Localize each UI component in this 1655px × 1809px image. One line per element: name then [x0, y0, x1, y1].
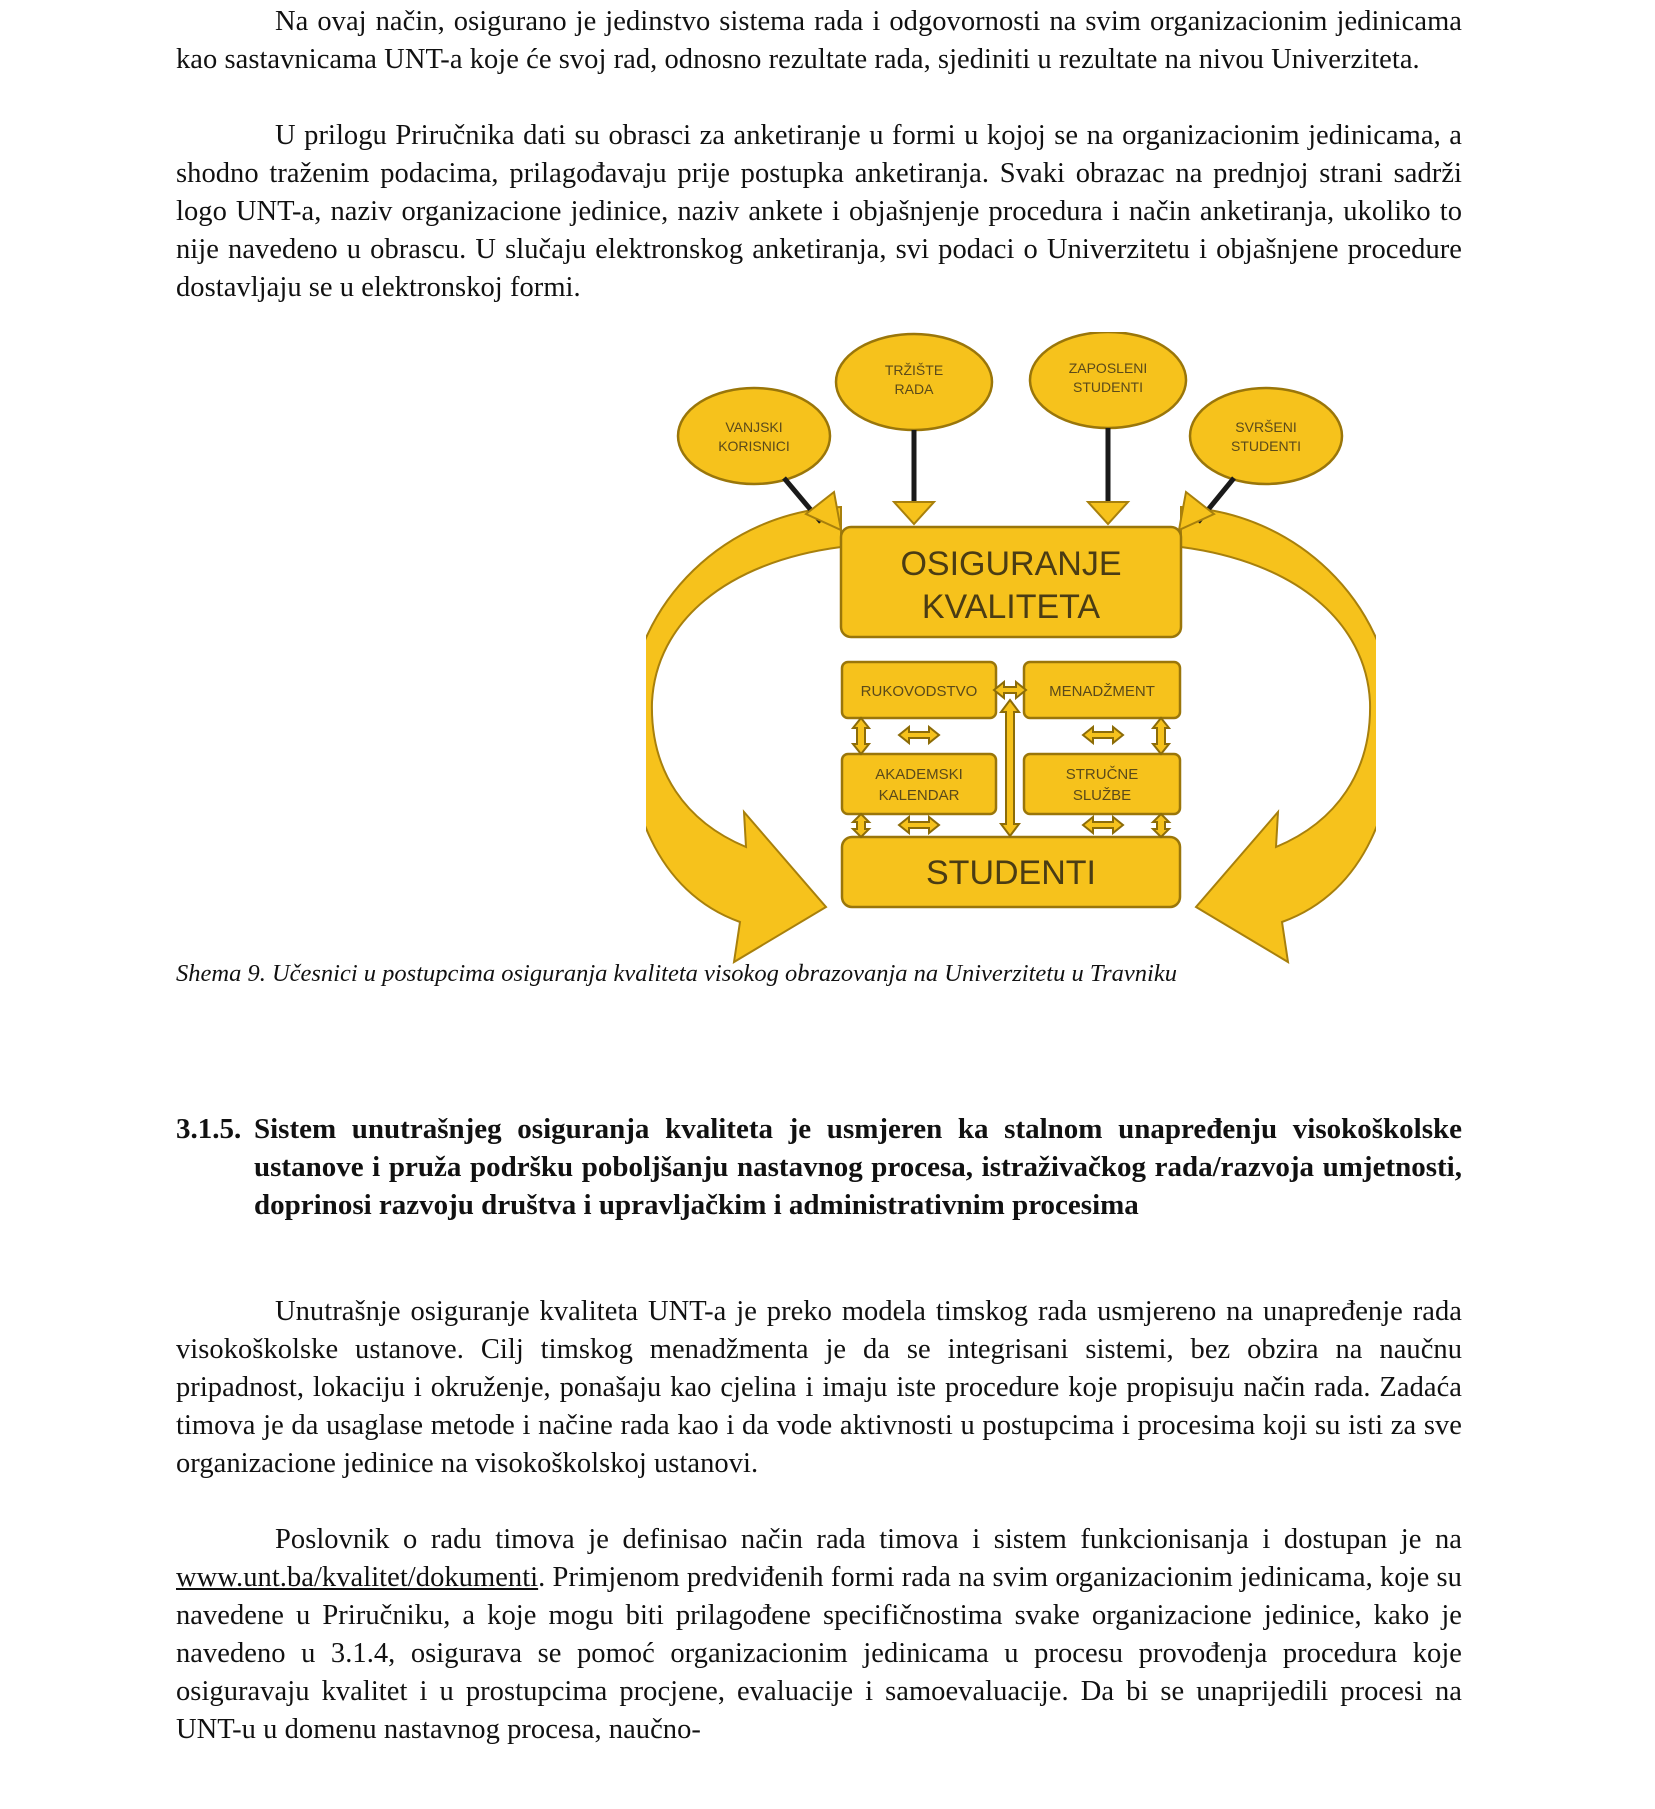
- ellipse-label: RADA: [894, 381, 934, 397]
- ellipse-trziste-rada: [836, 334, 992, 430]
- box-rukovodstvo: [842, 662, 996, 718]
- box-label: SLUŽBE: [1072, 787, 1132, 804]
- ellipse-svrseni-studenti: [1190, 388, 1342, 484]
- box-label: STRUČNE: [1065, 766, 1139, 783]
- ellipse-label: STUDENTI: [1231, 438, 1301, 454]
- ellipse-label: STUDENTI: [1073, 379, 1143, 395]
- paragraph-4: [176, 1521, 1462, 1749]
- paragraph-1: Na ovaj način, osigurano je jedinstvo sistema rada i odgovornosti na svim organizacionim jedinicama kao sastavnicama UNT-a koje će svoj rad, odnosno rezultate rada, sjediniti u rezultate na nivou Univerziteta.: [176, 6, 1462, 75]
- vertical-double-arrow-icon: [853, 814, 869, 837]
- box-title: STUDENTI: [926, 854, 1096, 892]
- ellipse-label: ZAPOSLENI: [1068, 360, 1148, 376]
- box-osiguranje-kvaliteta: [841, 527, 1181, 637]
- section-heading: [176, 1110, 1462, 1224]
- box-studenti: [842, 837, 1180, 907]
- arrowhead: [894, 502, 934, 524]
- box-label: RUKOVODSTVO: [860, 683, 978, 700]
- center-vertical-double-arrow-icon: [1001, 700, 1019, 836]
- double-arrow-icon: [899, 727, 939, 743]
- arrowhead: [1088, 502, 1128, 524]
- double-arrow-icon: [1083, 727, 1123, 743]
- box-label: MENADŽMENT: [1049, 683, 1155, 700]
- ellipse-zaposleni-studenti: [1030, 332, 1186, 428]
- paragraph-2: U prilogu Priručnika dati su obrasci za anketiranje u formi u kojoj se na organizacionim jedinicama, a shodno traženim podacima, prilagođavaju prije postupka anketiranja. Svaki obrazac na prednjoj strani sadrži logo UNT-a, naziv organizacione jedinice, naziv ankete i objašnjenje procedura i način anketiranja, ukoliko to nije navedeno u obrascu. U slučaju elektronskog anketiranja, svi podaci o Univerzitetu i objašnjene procedure dostavljaju se u elektronskoj formi.: [176, 120, 1462, 303]
- ellipse-label: KORISNICI: [718, 438, 790, 454]
- vertical-double-arrow-icon: [1153, 718, 1169, 754]
- box-title: KVALITETA: [921, 588, 1101, 626]
- vertical-double-arrow-icon: [1153, 814, 1169, 837]
- ellipse-label: VANJSKI: [725, 419, 783, 435]
- box-title: OSIGURANJE: [900, 545, 1122, 583]
- paragraph-4-text: . Primjenom predviđenih formi rada na svim organizacionim jedinicama, koje su navedene u Priručniku, a koje mogu biti prilagođene specifičnostima svake organizacione jedinice, kako je navedeno u 3.1.4, osigurava se pomoć organizacionim jedinicama u procesu provođenja procedura koje osiguravaju kvalitet i u prostupcima procjene, evaluacije i samoevaluacije. Da bi se unaprijedili procesi na UNT-u u domenu nastavnog procesa, naučno-: [176, 1562, 1462, 1745]
- left-curved-arrow: [646, 507, 841, 962]
- paragraph-4-text: Poslovnik o radu timova je definisao način rada timova i sistem funkcionisanja i dostupan je na: [275, 1524, 1462, 1555]
- ellipse-label: TRŽIŠTE: [884, 362, 944, 378]
- box-akademski-kalendar: [842, 754, 996, 814]
- box-menadzment: [1024, 662, 1180, 718]
- double-arrow-icon: [994, 682, 1026, 698]
- figure-caption: Shema 9. Učesnici u postupcima osiguranja kvaliteta visokog obrazovanja na Univerzitetu u Travniku: [176, 960, 1177, 987]
- paragraph-3: Unutrašnje osiguranje kvaliteta UNT-a je preko modela timskog rada usmjereno na unapređenje rada visokoškolske ustanove. Cilj timskog menadžmenta je da se integrisani sistemi, bez obzira na naučnu pripadnost, lokaciju i okruženje, ponašaju kao cjelina i imaju iste procedure koje propisuju način rada. Zadaća timova je da usaglase metode i načine rada kao i da vode aktivnosti u postupcima i procesima koji su isti za sve organizacione jedinice na visokoškolskoj ustanovi.: [176, 1296, 1462, 1479]
- box-label: KALENDAR: [878, 787, 960, 804]
- ellipse-vanjski-korisnici: [678, 388, 830, 484]
- vertical-double-arrow-icon: [853, 718, 869, 754]
- ellipse-label: SVRŠENI: [1235, 419, 1297, 435]
- box-label: AKADEMSKI: [875, 766, 963, 783]
- section-number: 3.1.5.: [176, 1113, 242, 1145]
- double-arrow-icon: [1083, 817, 1123, 833]
- double-arrow-icon: [899, 817, 939, 833]
- documents-link[interactable]: www.unt.ba/kvalitet/dokumenti: [176, 1562, 539, 1593]
- quality-assurance-diagram: [646, 332, 1376, 972]
- right-curved-arrow: [1181, 507, 1376, 962]
- box-strucne-sluzbe: [1024, 754, 1180, 814]
- section-title: Sistem unutrašnjeg osiguranja kvaliteta je usmjeren ka stalnom unapređenju visokoškolske ustanove i pruža podršku poboljšanju nastavnog procesa, istraživačkog rada/razvoja umjetnosti, doprinosi razvoju društva i upravljačkim i administrativnim procesima: [254, 1113, 1462, 1221]
